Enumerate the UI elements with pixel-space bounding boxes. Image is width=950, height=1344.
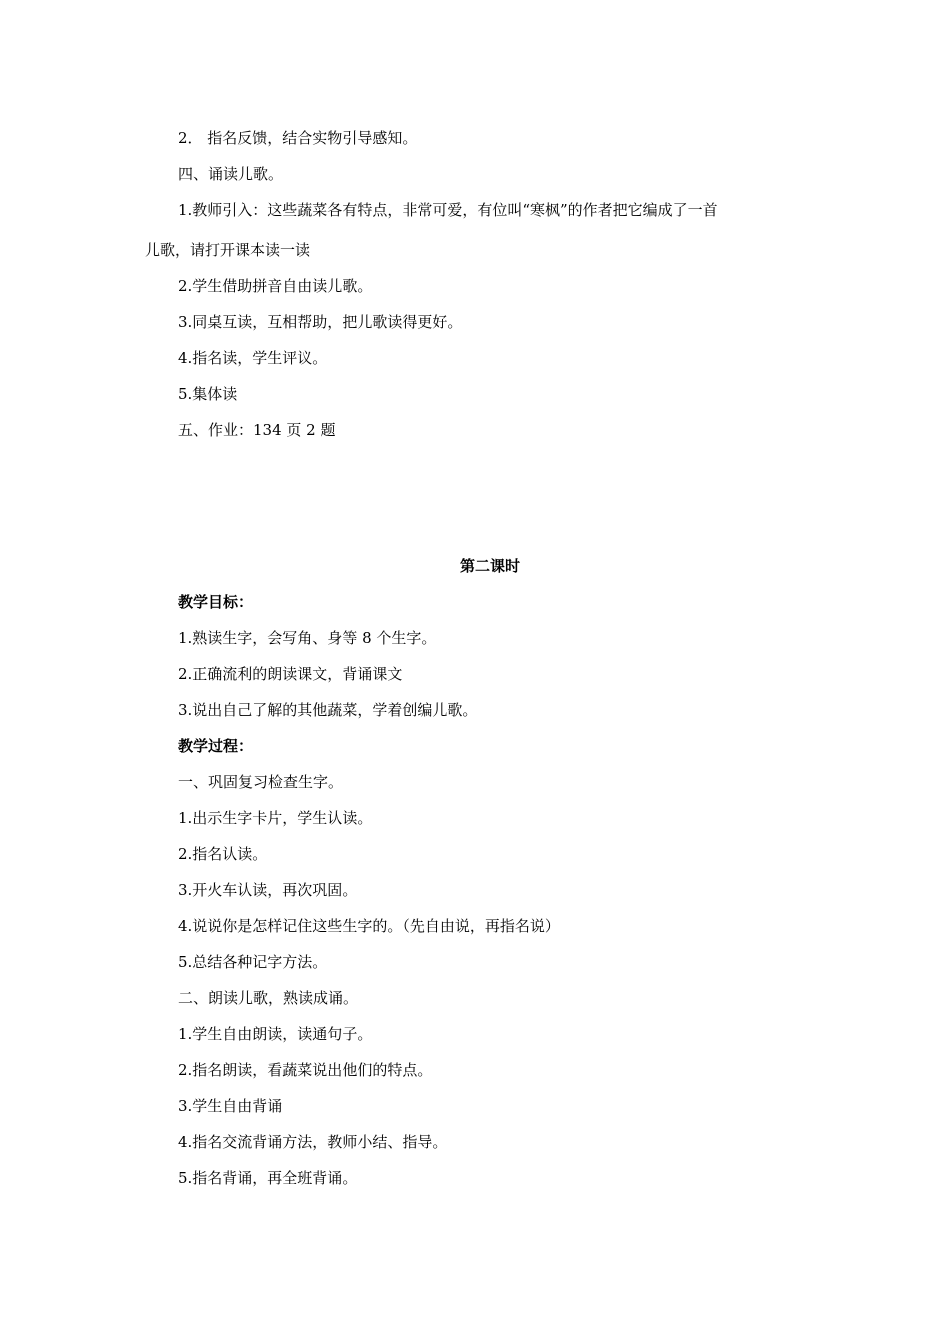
text-line: 4.指名读，学生评议。 — [178, 349, 328, 367]
process-step: 二、朗读儿歌，熟读成诵。 — [178, 989, 359, 1007]
section-heading: 四、诵读儿歌。 — [178, 165, 284, 183]
text-line: 1.教师引入：这些蔬菜各有特点，非常可爱，有位叫“寒枫”的作者把它编成了一首 — [178, 201, 718, 219]
section-heading: 五、作业：134 页 2 题 — [178, 421, 336, 439]
goal-item: 2.正确流利的朗读课文，背诵课文 — [178, 665, 403, 683]
goal-item: 1.熟读生字，会写角、身等 8 个生字。 — [178, 629, 437, 647]
process-step: 3.学生自由背诵 — [178, 1097, 283, 1115]
process-step: 2.指名朗读，看蔬菜说出他们的特点。 — [178, 1061, 433, 1079]
lesson-title: 第二课时 — [459, 557, 520, 575]
process-step: 一、巩固复习检查生字。 — [178, 773, 344, 791]
text-line: 2.学生借助拼音自由读儿歌。 — [178, 277, 373, 295]
process-step: 5.指名背诵，再全班背诵。 — [178, 1169, 358, 1187]
goals-heading: 教学目标： — [178, 593, 254, 611]
process-step: 5.总结各种记字方法。 — [178, 953, 328, 971]
process-step: 2.指名认读。 — [178, 845, 268, 863]
process-step: 1.学生自由朗读，读通句子。 — [178, 1025, 373, 1043]
text-line: 儿歌，请打开课本读一读 — [145, 241, 311, 259]
process-step: 4.指名交流背诵方法，教师小结、指导。 — [178, 1133, 448, 1151]
text-line: 5.集体读 — [178, 385, 238, 403]
goal-item: 3.说出自己了解的其他蔬菜，学着创编儿歌。 — [178, 701, 478, 719]
process-heading: 教学过程： — [178, 737, 254, 755]
text-line: 2． 指名反馈，结合实物引导感知。 — [178, 129, 418, 147]
process-step: 4.说说你是怎样记住这些生字的。（先自由说，再指名说） — [178, 917, 560, 935]
process-step: 1.出示生字卡片，学生认读。 — [178, 809, 373, 827]
text-line: 3.同桌互读，互相帮助，把儿歌读得更好。 — [178, 313, 463, 331]
process-step: 3.开火车认读，再次巩固。 — [178, 881, 358, 899]
